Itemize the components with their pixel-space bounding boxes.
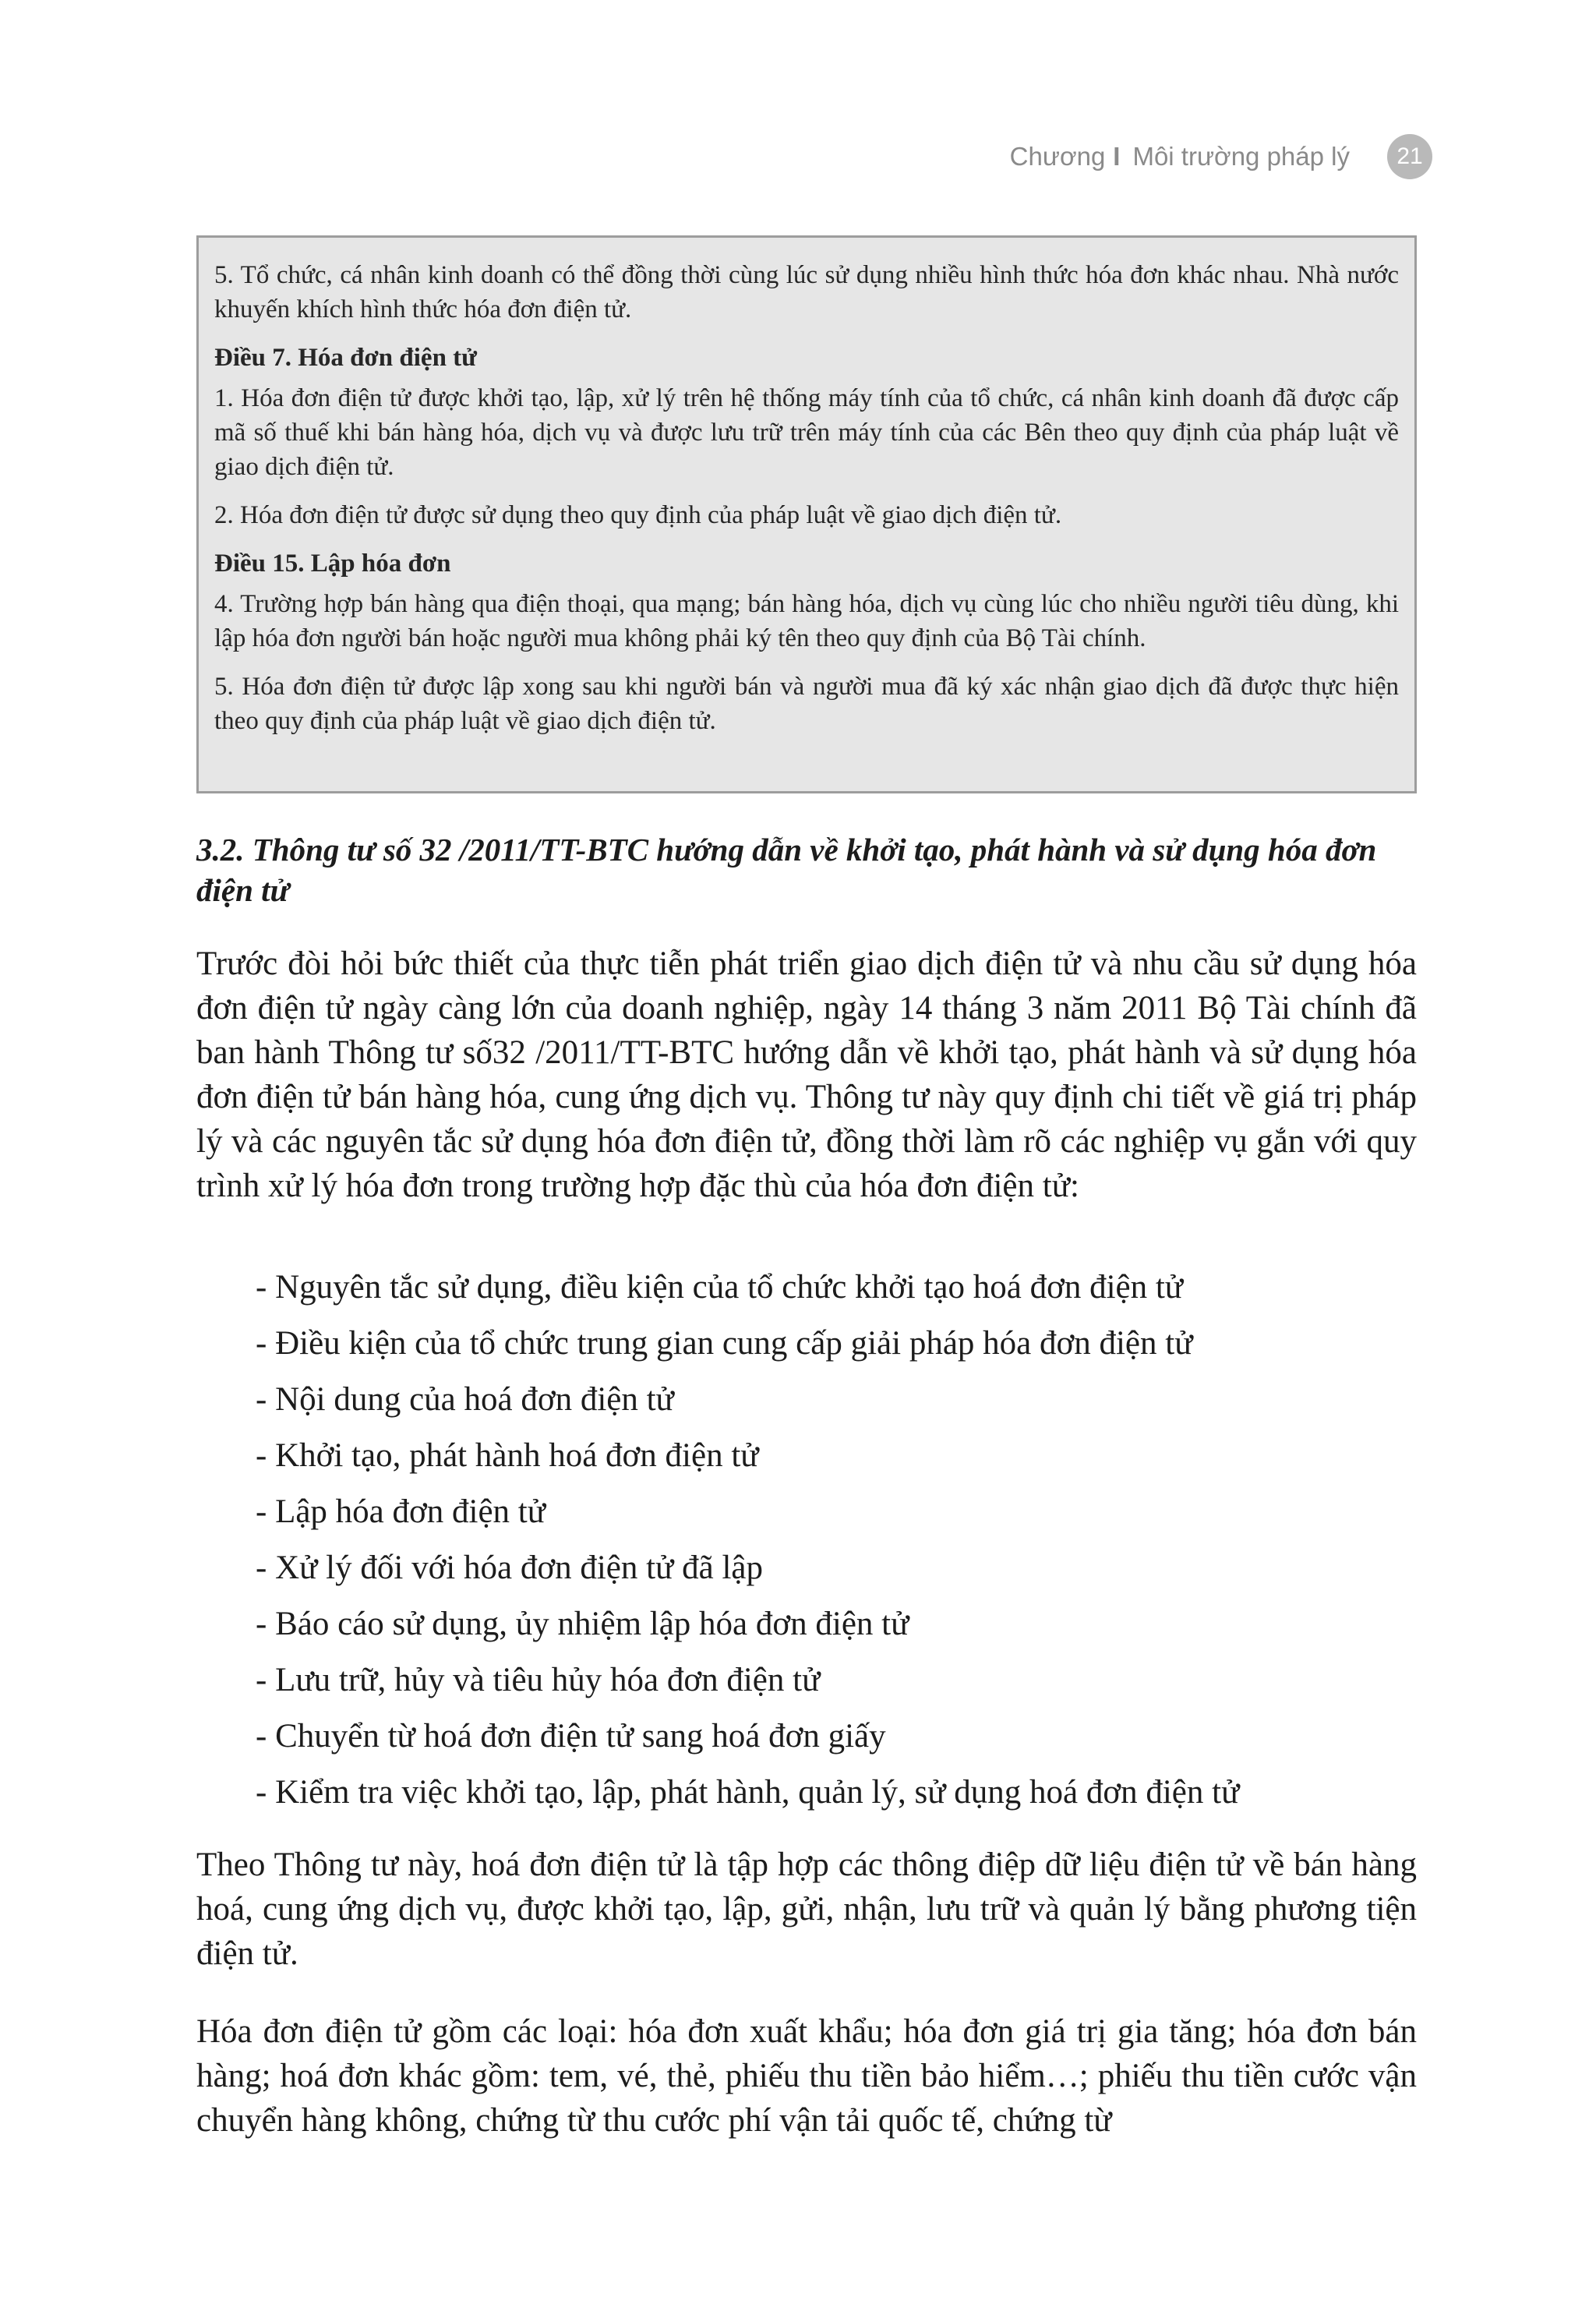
quote-paragraph: 4. Trường hợp bán hàng qua điện thoại, qua mạng; bán hàng hóa, dịch vụ cùng lúc cho nhiều người tiêu dùng, khi lập hóa đơn người bán hoặc người mua không phải ký tên theo quy định của Bộ Tài chính. — [214, 590, 1399, 652]
section-label: Môi trường pháp lý — [1132, 142, 1350, 171]
body-paragraph-1: Trước đòi hỏi bức thiết của thực tiễn phát triển giao dịch điện tử và nhu cầu sử dụng hóa đơn điện tử ngày càng lớn của doanh nghiệp, ngày 14 tháng 3 năm 2011 Bộ Tài chính đã ban hành Thông tư số32 /2011/TT-BTC hướng dẫn về khởi tạo, phát hành và sử dụng hóa đơn điện tử bán hàng hóa, cung ứng dịch vụ. Thông tư này quy định chi tiết về giá trị pháp lý và các nguyên tắc sử dụng hóa đơn điện tử, đồng thời làm rõ các nghiệp vụ gắn với quy trình xử lý hóa đơn trong trường hợp đặc thù của hóa đơn điện tử: — [196, 945, 1417, 1204]
list-item: - Xử lý đối với hóa đơn điện tử đã lập — [256, 1550, 763, 1586]
quote-paragraph: 2. Hóa đơn điện tử được sử dụng theo quy định của pháp luật về giao dịch điện tử. — [214, 501, 1062, 529]
quote-paragraph: 1. Hóa đơn điện tử được khởi tạo, lập, xử lý trên hệ thống máy tính của tổ chức, cá nhân kinh doanh đã được cấp mã số thuế khi bán hàng hóa, dịch vụ và được lưu trữ trên máy tính của các Bên theo quy định của pháp luật về giao dịch điện tử. — [214, 384, 1399, 481]
article-heading: Điều 7. Hóa đơn điện tử — [214, 344, 477, 372]
list-item: - Khởi tạo, phát hành hoá đơn điện tử — [256, 1437, 759, 1474]
page-number-badge — [1387, 134, 1432, 179]
chapter-number: I — [1113, 142, 1121, 171]
list-item: - Lập hóa đơn điện tử — [256, 1493, 546, 1530]
chapter-label: Chương — [1009, 142, 1106, 171]
quote-paragraph: 5. Tổ chức, cá nhân kinh doanh có thể đồng thời cùng lúc sử dụng nhiều hình thức hóa đơn khác nhau. Nhà nước khuyến khích hình thức hóa đơn điện tử. — [214, 261, 1399, 323]
page-header — [1010, 134, 1432, 179]
body-paragraph-2: Theo Thông tư này, hoá đơn điện tử là tập hợp các thông điệp dữ liệu điện tử về bán hàng hoá, cung ứng dịch vụ, được khởi tạo, lập, gửi, nhận, lưu trữ và quản lý bằng phương tiện điện tử. — [196, 1846, 1417, 1972]
list-item: - Điều kiện của tổ chức trung gian cung cấp giải pháp hóa đơn điện tử — [256, 1325, 1193, 1362]
list-item: - Kiểm tra việc khởi tạo, lập, phát hành, quản lý, sử dụng hoá đơn điện tử — [256, 1774, 1240, 1811]
list-item: - Nội dung của hoá đơn điện tử — [256, 1381, 674, 1418]
body-paragraph-3: Hóa đơn điện tử gồm các loại: hóa đơn xuất khẩu; hóa đơn giá trị gia tăng; hóa đơn bán hàng; hoá đơn khác gồm: tem, vé, thẻ, phiếu thu tiền bảo hiểm…; phiếu thu tiền cước vận chuyển hàng không, chứng từ thu cước phí vận tải quốc tế, chứng từ — [196, 2013, 1417, 2139]
list-item: - Nguyên tắc sử dụng, điều kiện của tổ chức khởi tạo hoá đơn điện tử — [256, 1269, 1184, 1306]
article-heading: Điều 15. Lập hóa đơn — [214, 550, 451, 578]
page-number: 21 — [1396, 143, 1423, 169]
section-title: 3.2. Thông tư số 32 /2011/TT-BTC hướng dẫn về khởi tạo, phát hành và sử dụng hóa đơn điện tử — [196, 832, 1377, 908]
list-item: - Báo cáo sử dụng, ủy nhiệm lập hóa đơn điện tử — [256, 1606, 909, 1642]
list-item: - Lưu trữ, hủy và tiêu hủy hóa đơn điện tử — [256, 1662, 821, 1698]
list-item: - Chuyển từ hoá đơn điện tử sang hoá đơn giấy — [256, 1718, 886, 1755]
legal-quote-box — [196, 235, 1417, 793]
topic-list — [256, 1260, 1239, 1821]
quote-paragraph: 5. Hóa đơn điện tử được lập xong sau khi người bán và người mua đã ký xác nhận giao dịch đã được thực hiện theo quy định của pháp luật về giao dịch điện tử. — [214, 673, 1399, 735]
